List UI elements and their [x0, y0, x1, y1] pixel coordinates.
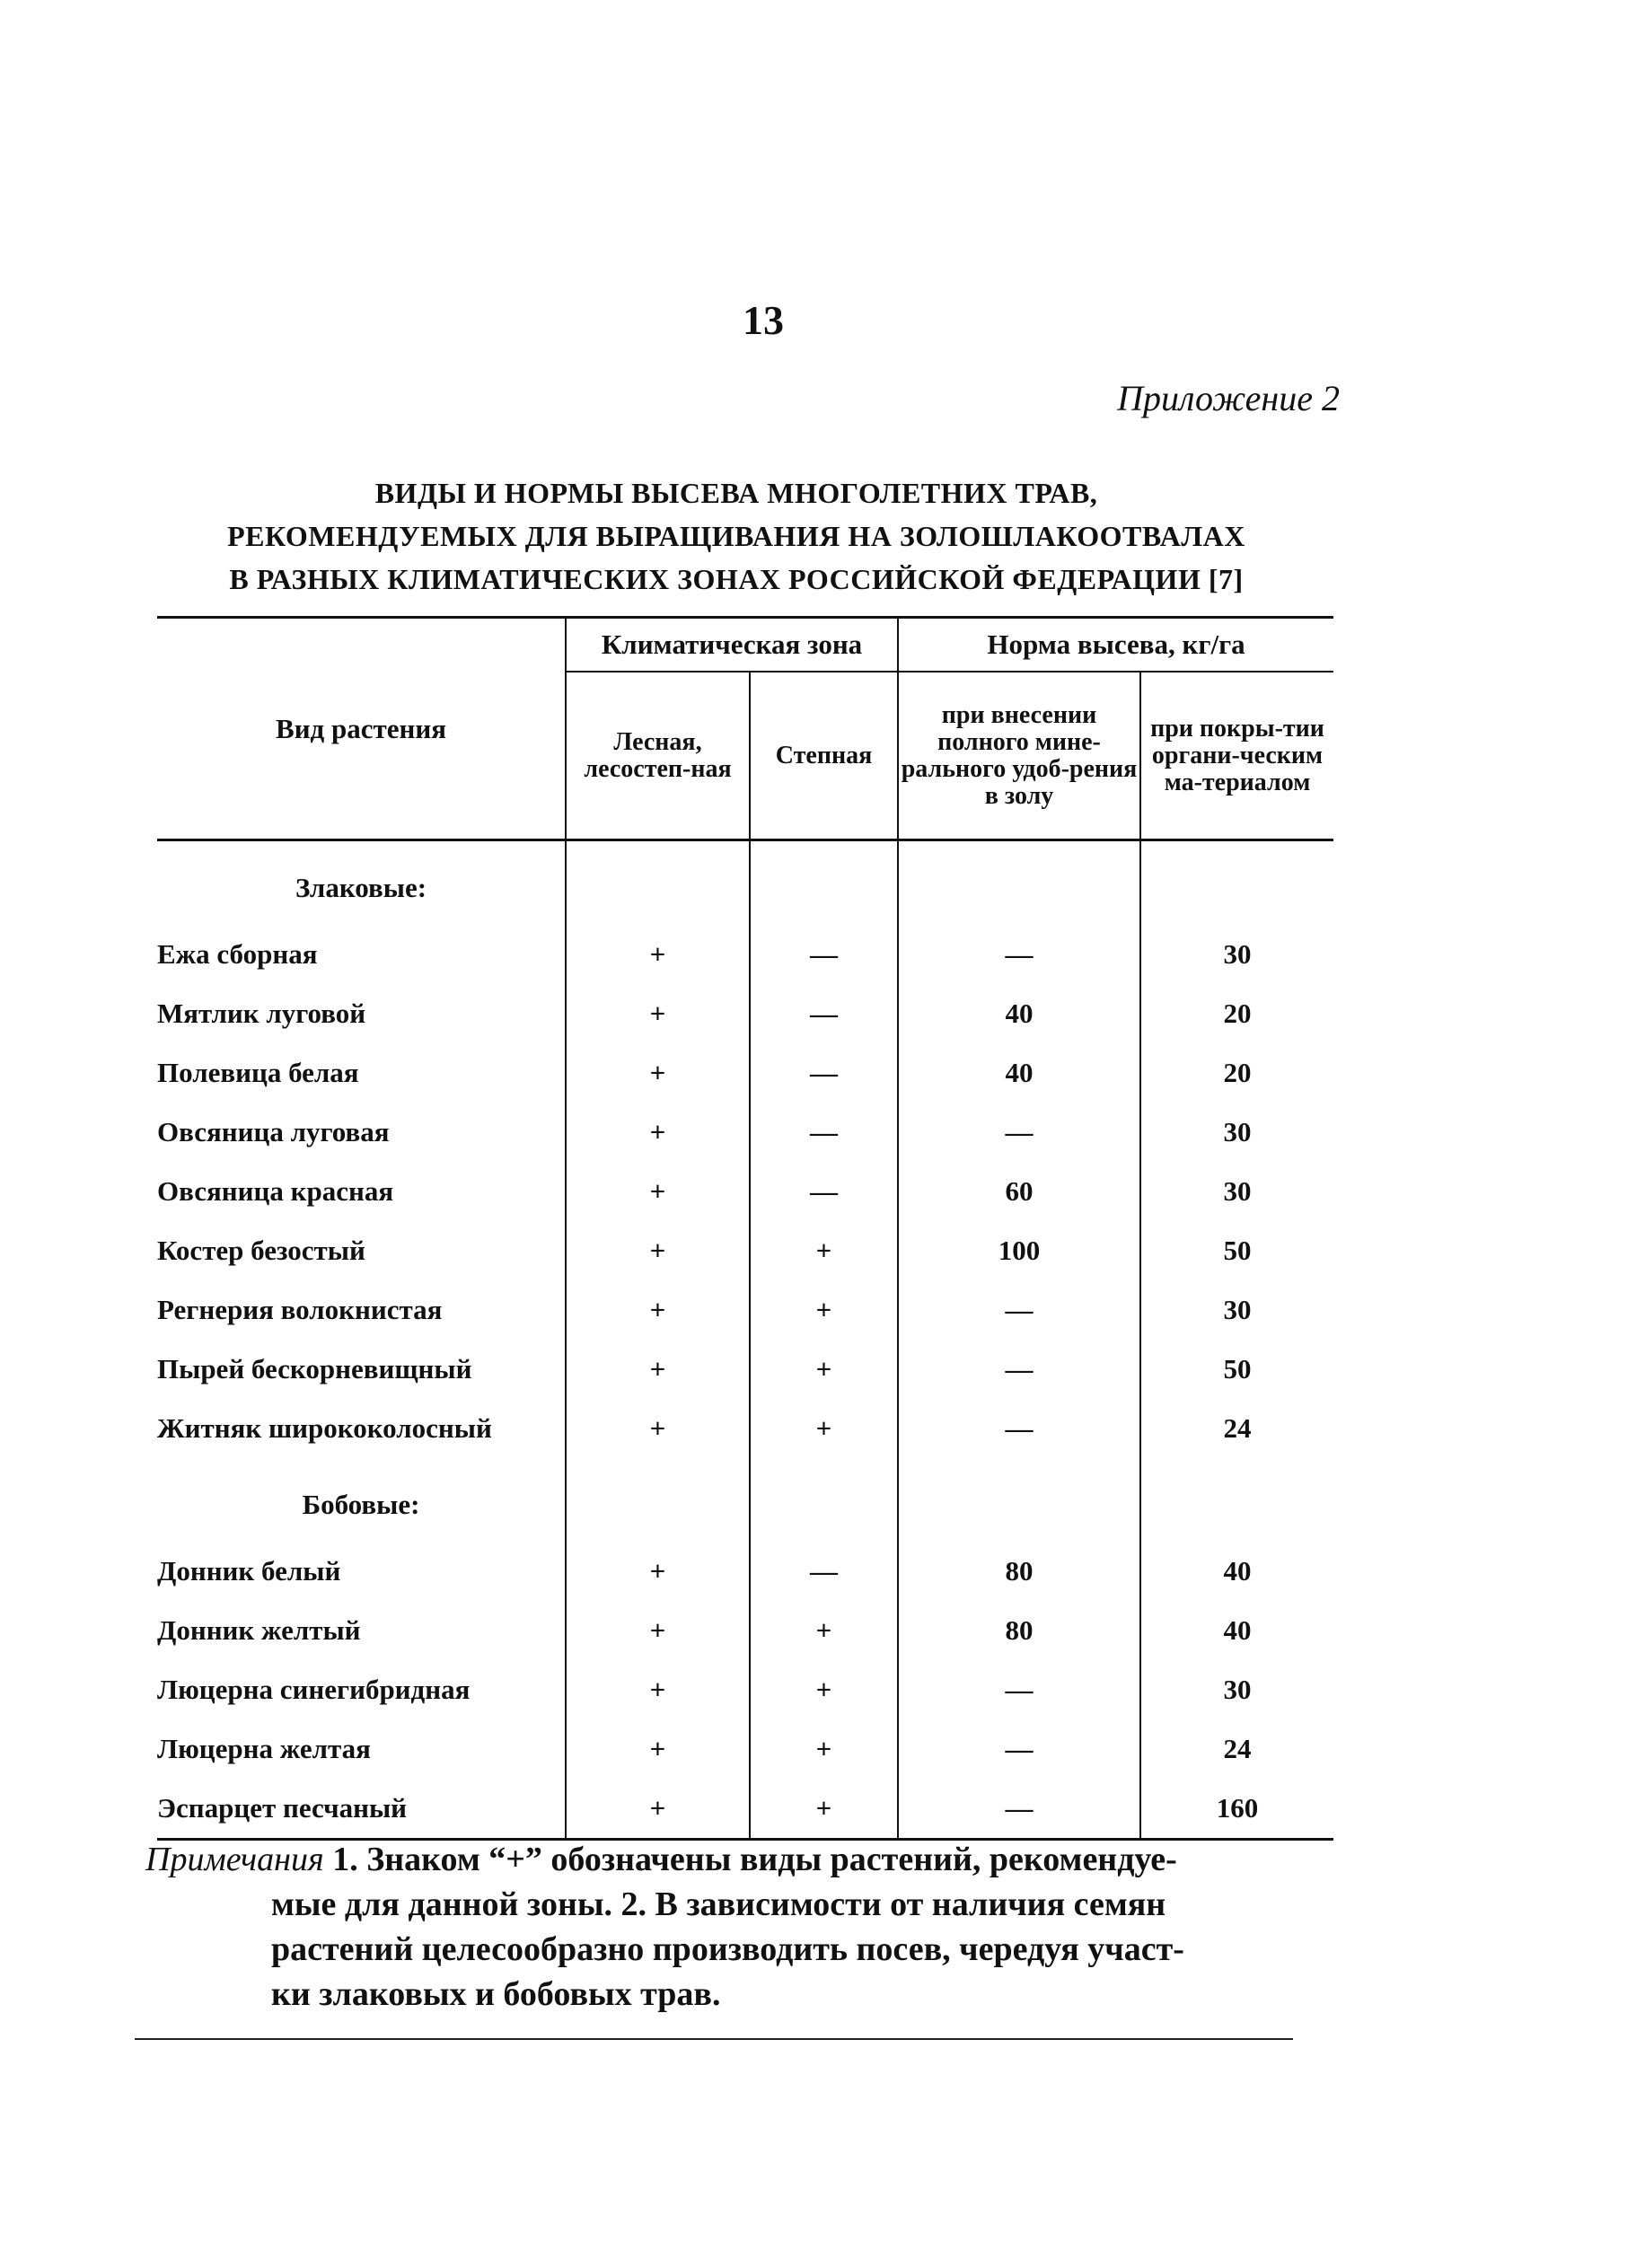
plant-name: Житняк ширококолосный — [157, 1412, 492, 1444]
organic-cell: 24 — [1140, 1719, 1333, 1779]
table-row — [157, 1162, 1333, 1221]
title-line: ВИДЫ И НОРМЫ ВЫСЕВА МНОГОЛЕТНИХ ТРАВ, — [374, 477, 1098, 509]
plant-name: Донник желтый — [157, 1614, 361, 1646]
organic-cell: 30 — [1140, 1103, 1333, 1162]
forest-cell: + — [566, 1399, 750, 1458]
mineral-cell: 40 — [898, 1043, 1140, 1103]
organic-cell: 40 — [1140, 1542, 1333, 1601]
plant-name: Полевица белая — [157, 1057, 359, 1088]
plant-name: Мятлик луговой — [157, 998, 366, 1029]
notes-lead: Примечания — [145, 1841, 324, 1878]
forest-cell: + — [566, 925, 750, 984]
forest-cell: + — [566, 984, 750, 1043]
notes-line: ки злаковых и бобовых трав. — [271, 1975, 721, 2013]
steppe-cell: — — [750, 984, 898, 1043]
group-row — [157, 1458, 1333, 1542]
plant-name: Эспарцет песчаный — [157, 1779, 566, 1840]
table-row — [157, 1542, 1333, 1601]
page-number: 13 — [743, 297, 784, 343]
organic-cell: 30 — [1140, 925, 1333, 984]
steppe-cell: + — [750, 1779, 898, 1840]
header-seeding-rate: Норма высева, кг/га — [898, 618, 1333, 672]
forest-cell: + — [566, 1340, 750, 1399]
table-row — [157, 1043, 1333, 1103]
title-line: В РАЗНЫХ КЛИМАТИЧЕСКИХ ЗОНАХ РОССИЙСКОЙ ФЕДЕРАЦИИ [7] — [229, 563, 1244, 595]
notes — [145, 1837, 1304, 2017]
steppe-cell: + — [750, 1399, 898, 1458]
mineral-cell: — — [898, 1779, 1140, 1840]
organic-cell: 50 — [1140, 1221, 1333, 1280]
mineral-cell: — — [898, 1660, 1140, 1719]
header-forest: Лесная, лесостеп-ная — [566, 672, 750, 840]
organic-cell: 160 — [1140, 1779, 1333, 1840]
table-row — [157, 925, 1333, 984]
plant-name: Люцерна желтая — [157, 1733, 371, 1764]
header-climate-zone: Климатическая зона — [566, 618, 898, 672]
organic-cell: 30 — [1140, 1660, 1333, 1719]
mineral-cell: 40 — [898, 984, 1140, 1043]
organic-cell: 40 — [1140, 1601, 1333, 1660]
notes-line: 1. Знаком “+” обозначены виды растений, рекомендуе- — [332, 1841, 1177, 1878]
table-row — [157, 1103, 1333, 1162]
mineral-cell: 80 — [898, 1601, 1140, 1660]
plant-name: Костер безостый — [157, 1235, 365, 1266]
steppe-cell: — — [750, 1103, 898, 1162]
bottom-divider — [135, 2038, 1293, 2040]
header-plant: Вид растения — [157, 618, 566, 840]
organic-cell: 30 — [1140, 1280, 1333, 1340]
group-label-legumes: Бобовые: — [302, 1489, 420, 1520]
steppe-cell: — — [750, 1162, 898, 1221]
table-row — [157, 1660, 1333, 1719]
forest-cell: + — [566, 1542, 750, 1601]
forest-cell: + — [566, 1280, 750, 1340]
table-row — [157, 1280, 1333, 1340]
table-row — [157, 1399, 1333, 1458]
forest-cell: + — [566, 1162, 750, 1221]
organic-cell: 50 — [1140, 1340, 1333, 1399]
steppe-cell: + — [750, 1719, 898, 1779]
header-organic: при покры-тии органи-ческим ма-териалом — [1140, 672, 1333, 840]
steppe-cell: + — [750, 1280, 898, 1340]
plant-name: Овсяница луговая — [157, 1116, 390, 1147]
steppe-cell: + — [750, 1660, 898, 1719]
forest-cell: + — [566, 1779, 750, 1840]
mineral-cell: — — [898, 1719, 1140, 1779]
group-label-cereals: Злаковые: — [295, 872, 427, 903]
steppe-cell: + — [750, 1601, 898, 1660]
forest-cell: + — [566, 1660, 750, 1719]
plant-name: Овсяница красная — [157, 1175, 394, 1207]
steppe-cell: — — [750, 1043, 898, 1103]
steppe-cell: — — [750, 1542, 898, 1601]
plant-name: Регнерия волокнистая — [157, 1294, 443, 1325]
notes-line: мые для данной зоны. 2. В зависимости от наличия семян — [271, 1886, 1166, 1923]
table-row — [157, 1601, 1333, 1660]
header-mineral: при внесении полного мине-рального удоб-рения в золу — [898, 672, 1140, 840]
table-row — [157, 1340, 1333, 1399]
forest-cell: + — [566, 1601, 750, 1660]
forest-cell: + — [566, 1043, 750, 1103]
table-row — [157, 1719, 1333, 1779]
document-title — [135, 471, 1338, 601]
forest-cell: + — [566, 1719, 750, 1779]
mineral-cell: — — [898, 1399, 1140, 1458]
steppe-cell: + — [750, 1340, 898, 1399]
appendix-label: Приложение 2 — [1117, 378, 1340, 418]
table-row — [157, 1779, 1333, 1840]
organic-cell: 30 — [1140, 1162, 1333, 1221]
plant-name: Пырей бескорневищный — [157, 1353, 472, 1385]
mineral-cell: — — [898, 1103, 1140, 1162]
group-row — [157, 840, 1333, 926]
steppe-cell: + — [750, 1221, 898, 1280]
organic-cell: 20 — [1140, 1043, 1333, 1103]
steppe-cell: — — [750, 925, 898, 984]
organic-cell: 20 — [1140, 984, 1333, 1043]
notes-line: растений целесообразно производить посев, чередуя участ- — [271, 1930, 1184, 1968]
forest-cell: + — [566, 1221, 750, 1280]
organic-cell: 24 — [1140, 1399, 1333, 1458]
table-row — [157, 984, 1333, 1043]
plant-name: Люцерна синегибридная — [157, 1674, 471, 1705]
table-row — [157, 1221, 1333, 1280]
mineral-cell: 80 — [898, 1542, 1140, 1601]
header-steppe: Степная — [750, 672, 898, 840]
plant-name: Ежа сборная — [157, 938, 318, 970]
mineral-cell: — — [898, 1280, 1140, 1340]
mineral-cell: 60 — [898, 1162, 1140, 1221]
forest-cell: + — [566, 1103, 750, 1162]
plant-name: Донник белый — [157, 1555, 341, 1587]
seeding-table — [157, 616, 1333, 1841]
title-line: РЕКОМЕНДУЕМЫХ ДЛЯ ВЫРАЩИВАНИЯ НА ЗОЛОШЛАКООТВАЛАХ — [227, 520, 1245, 552]
mineral-cell: — — [898, 1340, 1140, 1399]
mineral-cell: 100 — [898, 1221, 1140, 1280]
mineral-cell: — — [898, 925, 1140, 984]
